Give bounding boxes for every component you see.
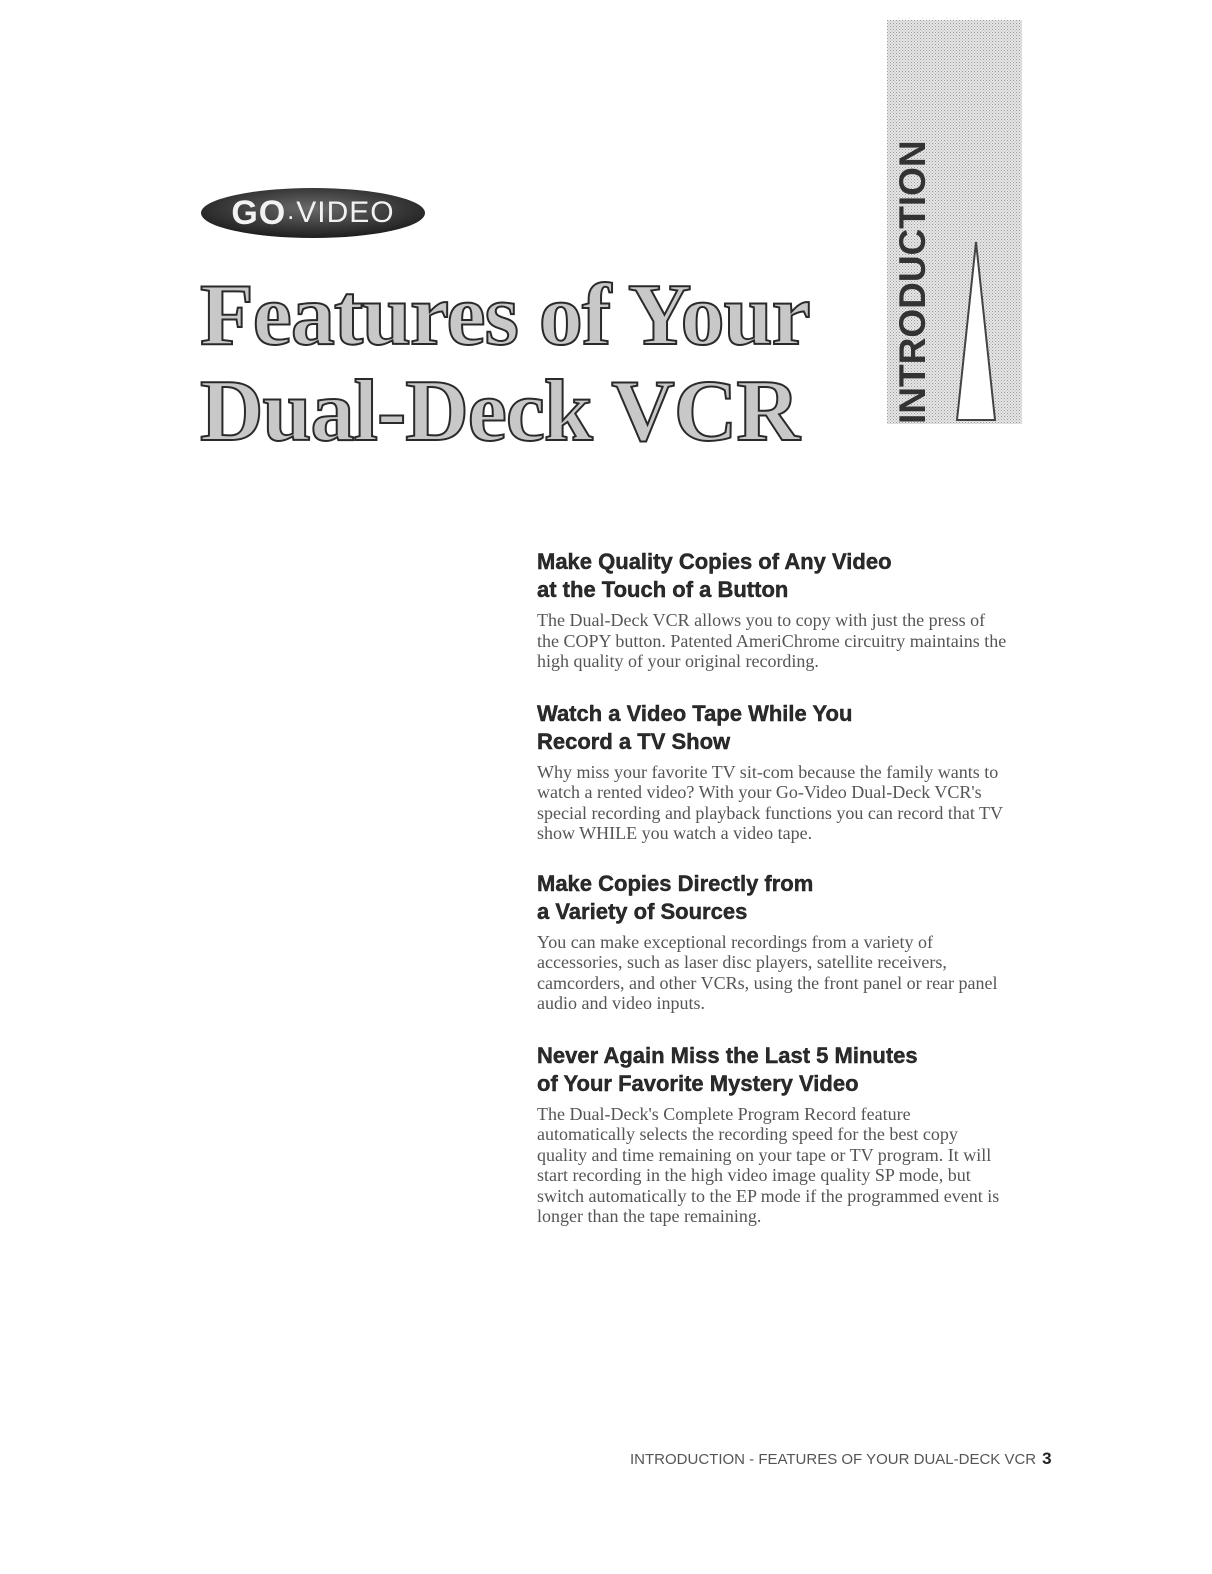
- feature-heading-line1: Never Again Miss the Last 5 Minutes: [537, 1042, 918, 1068]
- features-list: [537, 548, 1017, 1255]
- feature-section-watch-record: [537, 700, 1017, 844]
- feature-body: The Dual-Deck's Complete Program Record feature automatically selects the recording speed for the best copy quality and time remaining on your tape or TV program. It will start recording in the high video image quality SP mode, but switch automatically to the EP mode if the programmed event is longer than the tape remaining.: [537, 1103, 1000, 1226]
- feature-heading: [537, 870, 1017, 926]
- logo-dot-icon: .: [288, 202, 295, 223]
- page-title: [200, 268, 840, 460]
- feature-section-program-record: [537, 1042, 1017, 1227]
- feature-body: You can make exceptional recordings from a variety of accessories, such as laser disc players, satellite receivers, camcorders, and other VCRs, using the front panel or rear panel audio and video inputs.: [537, 931, 998, 1013]
- page-number: 3: [1042, 1449, 1052, 1468]
- feature-heading-line2: a Variety of Sources: [537, 898, 748, 924]
- feature-heading-line2: of Your Favorite Mystery Video: [537, 1070, 859, 1096]
- logo-brand-right: VIDEO: [296, 196, 395, 229]
- feature-heading-line1: Watch a Video Tape While You: [537, 700, 853, 726]
- feature-heading: [537, 548, 1017, 604]
- logo-brand-left: GO: [231, 193, 287, 232]
- feature-heading-line2: Record a TV Show: [537, 728, 731, 754]
- feature-section-copy: [537, 548, 1017, 672]
- logo-wordmark: [200, 186, 426, 240]
- feature-heading: [537, 700, 1017, 756]
- page-title-line2: Dual-Deck VCR: [200, 363, 799, 460]
- feature-heading-line1: Make Copies Directly from: [537, 870, 814, 896]
- feature-body: The Dual-Deck VCR allows you to copy with just the press of the COPY button. Patented AmeriChrome circuitry maintains the high quality of your original recording.: [537, 610, 1007, 671]
- go-video-logo: [200, 186, 426, 240]
- feature-heading: [537, 1042, 1017, 1098]
- footer-text: INTRODUCTION - FEATURES OF YOUR DUAL-DECK VCR: [630, 1451, 1037, 1468]
- feature-body: Why miss your favorite TV sit-com because the family wants to watch a rented video? With your Go-Video Dual-Deck VCR's special recording and playback functions you can record that TV show WHILE you watch a video tape.: [537, 761, 1003, 843]
- page-title-line1: Features of Your: [200, 267, 810, 364]
- feature-heading-line1: Make Quality Copies of Any Video: [537, 549, 892, 574]
- page-footer: [630, 1449, 1052, 1469]
- feature-heading-line2: at the Touch of a Button: [537, 577, 789, 602]
- feature-section-sources: [537, 870, 1017, 1014]
- up-triangle-icon: [955, 240, 997, 422]
- tab-label: INTRODUCTION: [892, 140, 933, 424]
